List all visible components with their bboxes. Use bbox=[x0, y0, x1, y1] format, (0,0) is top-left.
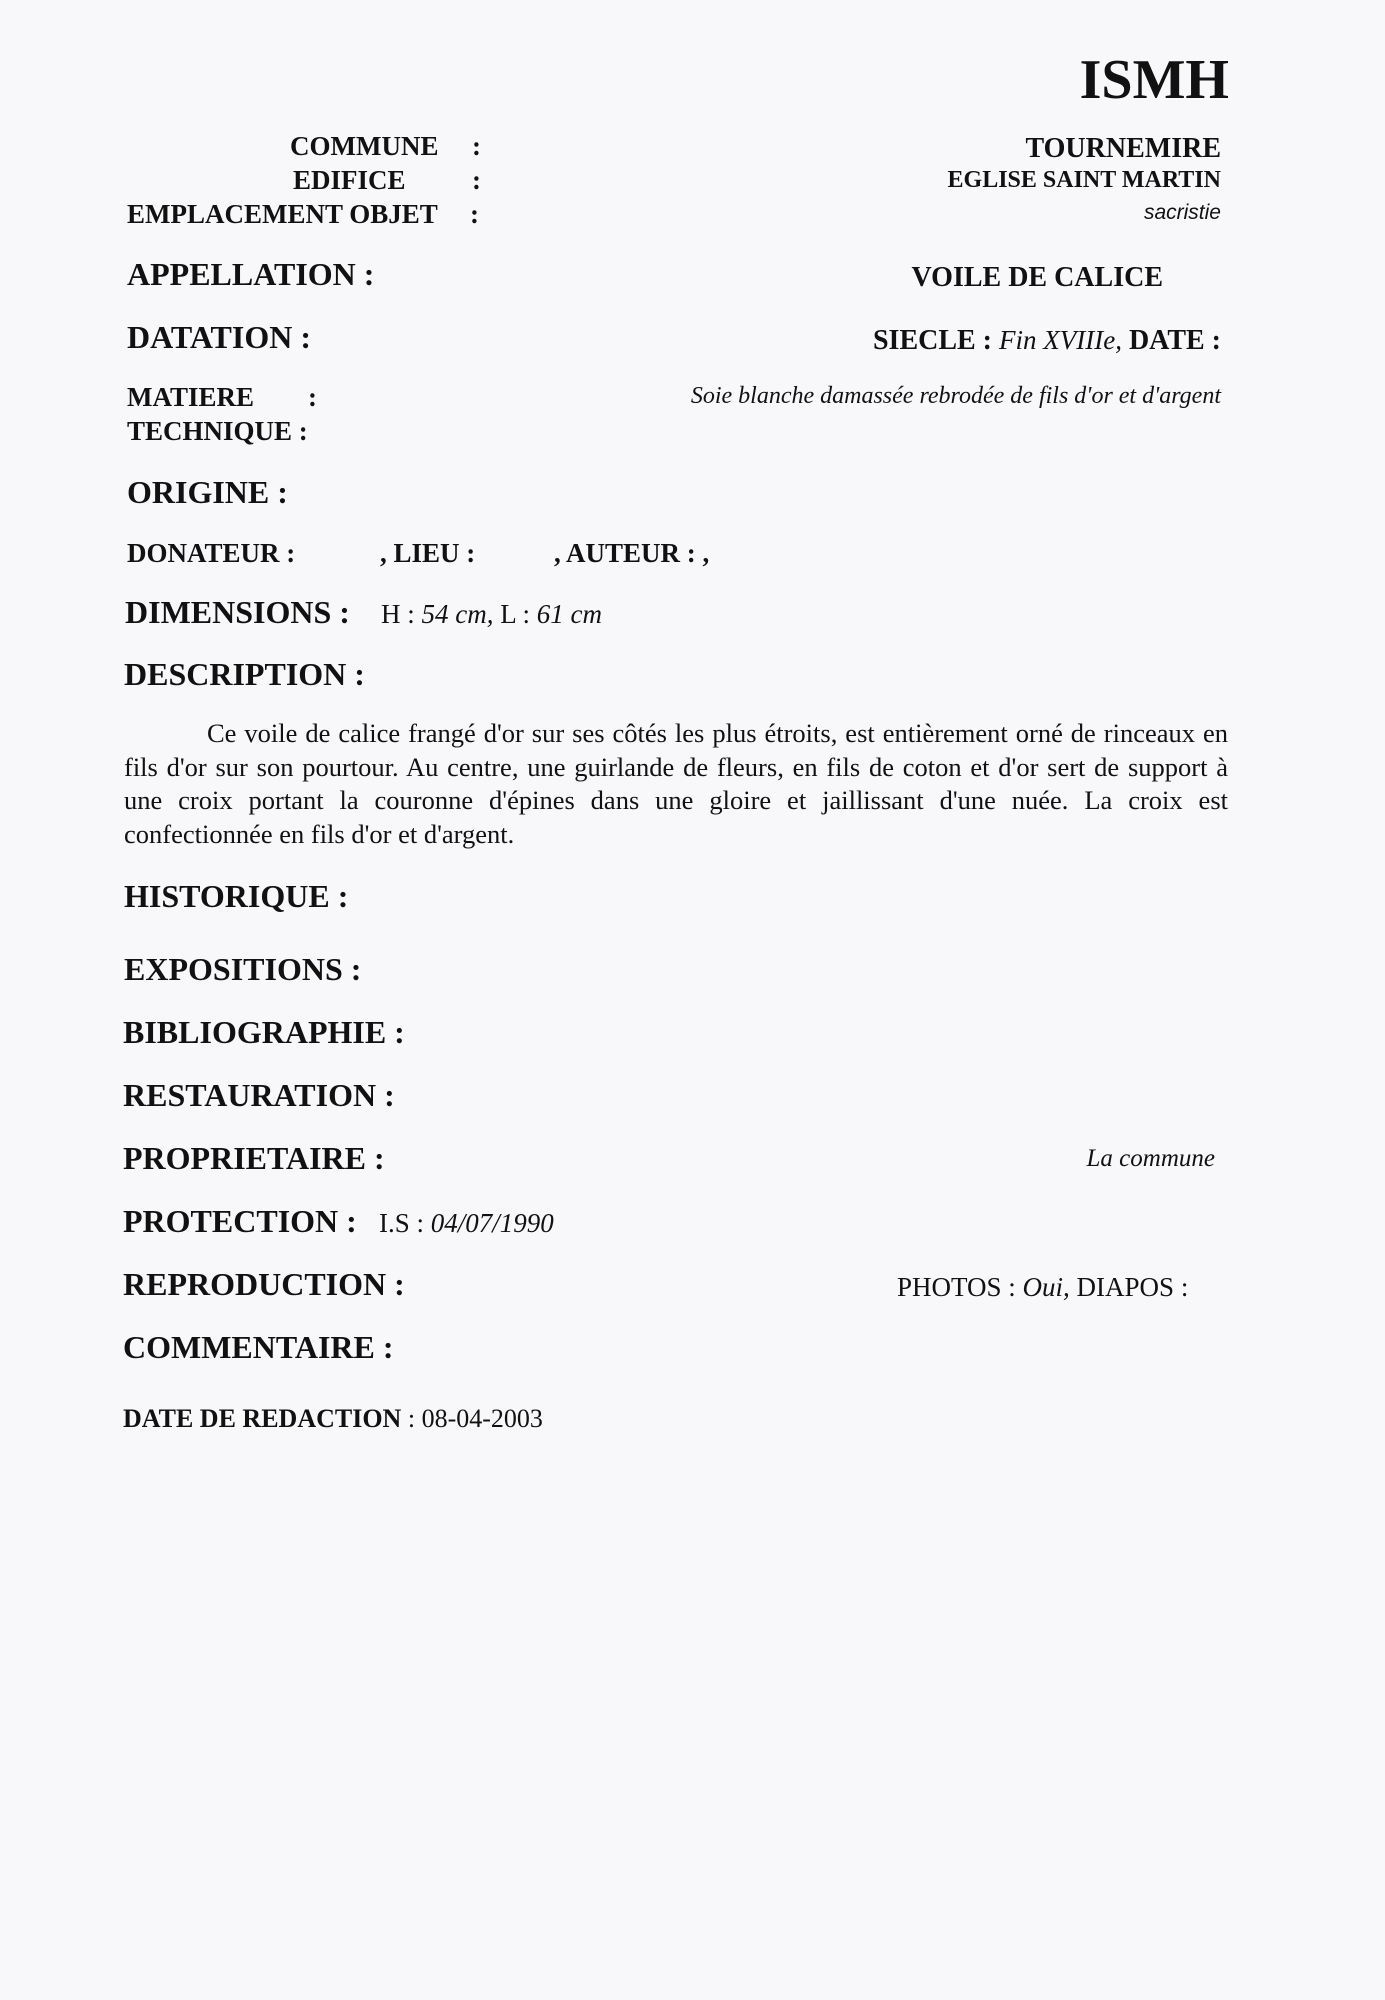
redaction-line bbox=[123, 1404, 543, 1434]
historique-label: HISTORIQUE : bbox=[124, 878, 349, 914]
dimensions-label: DIMENSIONS : bbox=[125, 594, 350, 630]
origine-label: ORIGINE : bbox=[127, 474, 288, 510]
bibliographie-label: BIBLIOGRAPHIE : bbox=[123, 1014, 405, 1050]
edifice-label: EDIFICE bbox=[293, 165, 406, 195]
edifice-value: EGLISE SAINT MARTIN bbox=[947, 167, 1221, 193]
photos-label: PHOTOS : bbox=[897, 1272, 1016, 1302]
appellation-value: VOILE DE CALICE bbox=[911, 262, 1163, 293]
matiere-value: Soie blanche damassée rebrodée de fils d'or et d'argent bbox=[690, 383, 1221, 409]
dimensions-values bbox=[381, 599, 602, 630]
emplacement-label: EMPLACEMENT OBJET bbox=[127, 199, 438, 229]
proprietaire-label: PROPRIETAIRE : bbox=[123, 1140, 385, 1176]
description-label: DESCRIPTION : bbox=[124, 656, 365, 692]
restauration-label: RESTAURATION : bbox=[123, 1077, 395, 1113]
protection-values bbox=[379, 1208, 554, 1239]
expositions-label: EXPOSITIONS : bbox=[124, 951, 362, 987]
emplacement-colon: : bbox=[470, 199, 479, 229]
page-title: ISMH bbox=[1079, 49, 1229, 111]
commune-colon: : bbox=[472, 131, 481, 161]
length-value: 61 cm bbox=[536, 599, 602, 629]
siecle-value: Fin XVIIIe, bbox=[999, 325, 1122, 355]
reproduction-values bbox=[897, 1272, 1188, 1303]
auteur-label: , AUTEUR : , bbox=[554, 538, 710, 568]
emplacement-value: sacristie bbox=[1143, 201, 1221, 224]
datation-values bbox=[873, 325, 1221, 357]
date-label: DATE : bbox=[1128, 325, 1221, 356]
height-value: 54 cm, bbox=[421, 599, 494, 629]
siecle-label: SIECLE : bbox=[872, 325, 993, 356]
technique-label: TECHNIQUE : bbox=[127, 416, 308, 446]
lieu-label: , LIEU : bbox=[380, 538, 476, 568]
height-label: H : bbox=[381, 599, 415, 629]
is-value: 04/07/1990 bbox=[430, 1208, 554, 1238]
commentaire-label: COMMENTAIRE : bbox=[123, 1329, 394, 1365]
redaction-value: : 08-04-2003 bbox=[407, 1404, 543, 1433]
diapos-label: DIAPOS : bbox=[1076, 1272, 1189, 1302]
photos-value: Oui, bbox=[1022, 1272, 1070, 1302]
edifice-colon: : bbox=[472, 165, 481, 195]
is-label: I.S : bbox=[379, 1208, 425, 1238]
appellation-label: APPELLATION : bbox=[127, 256, 375, 292]
commune-value: TOURNEMIRE bbox=[1025, 133, 1221, 164]
reproduction-label: REPRODUCTION : bbox=[123, 1266, 405, 1302]
redaction-label: DATE DE REDACTION bbox=[123, 1404, 402, 1433]
commune-label: COMMUNE bbox=[290, 131, 439, 161]
donateur-label: DONATEUR : bbox=[127, 538, 296, 568]
datation-label: DATATION : bbox=[127, 319, 311, 355]
matiere-label: MATIERE bbox=[127, 382, 255, 412]
matiere-colon: : bbox=[308, 382, 317, 412]
length-label: L : bbox=[500, 599, 530, 629]
proprietaire-value: La commune bbox=[1086, 1145, 1215, 1172]
protection-label: PROTECTION : bbox=[123, 1203, 357, 1239]
description-text: Ce voile de calice frangé d'or sur ses côtés les plus étroits, est entièrement orné de rinceaux en fils d'or sur son pourtour. Au centre, une guirlande de fleurs, en fils de coton et d'or sert de support à une croix portant la couronne d'épines dans une gloire et jaillissant d'une nuée. La croix est confectionnée en fils d'or et d'argent. bbox=[124, 718, 1228, 849]
